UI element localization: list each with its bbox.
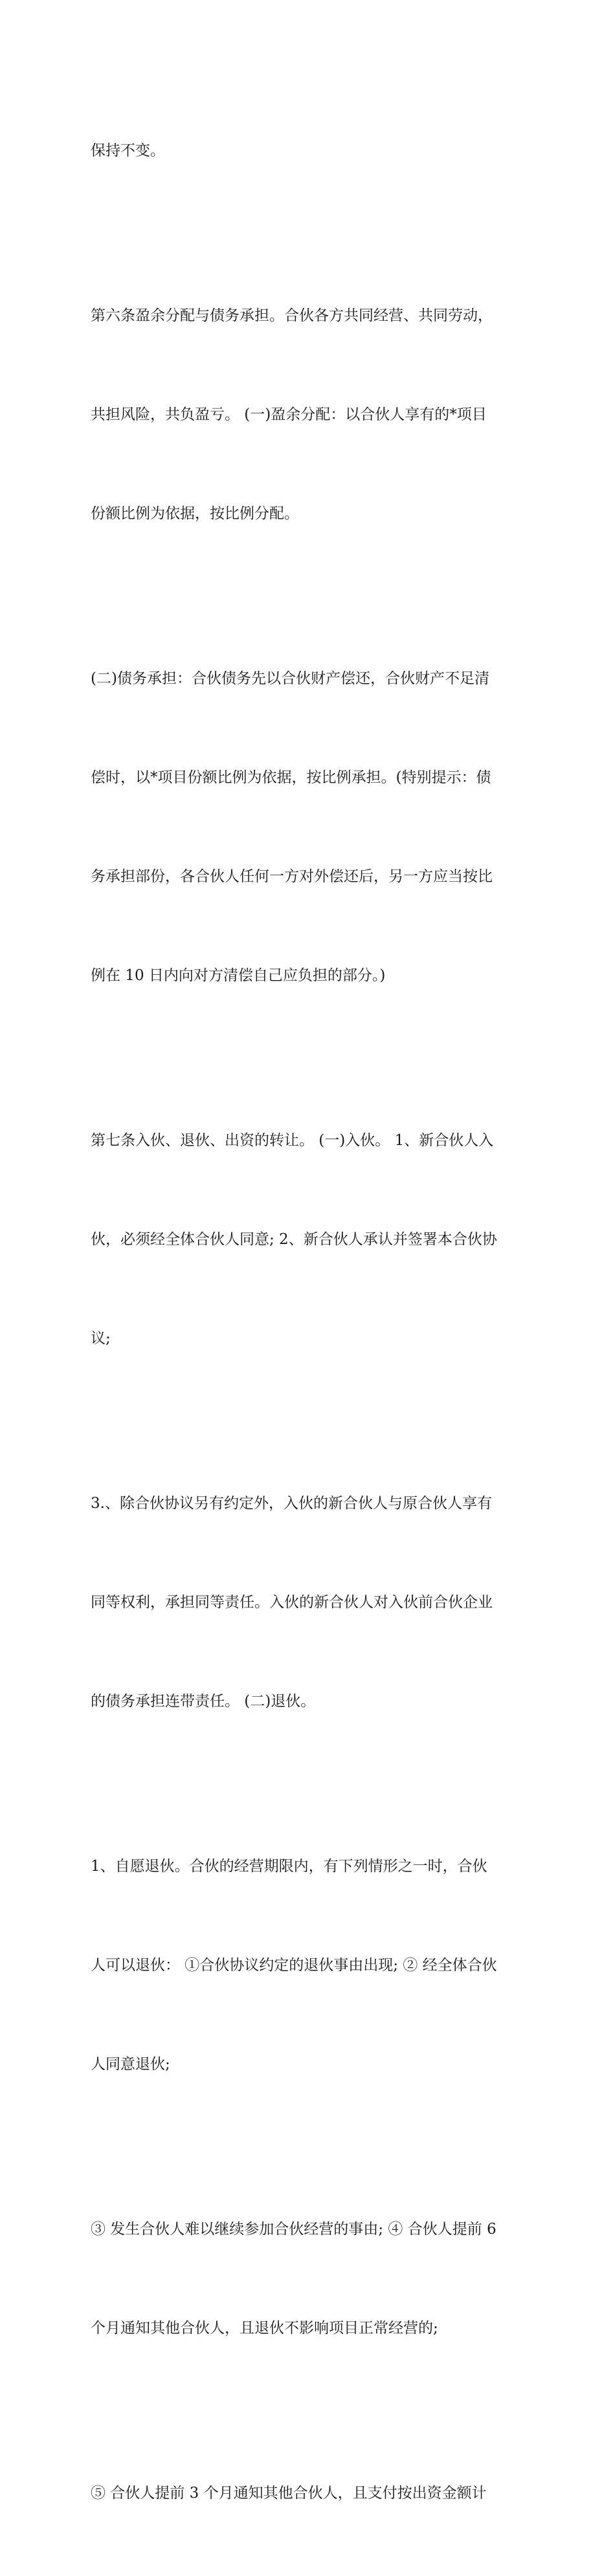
- paragraph-7: [91, 2147, 531, 2411]
- paragraph-8: [91, 2411, 531, 2576]
- text-line: 保持不变。: [91, 142, 165, 159]
- text-line: ③ 发生合伙人难以继续参加合伙经营的事由; ④ 合伙人提前 6: [91, 2221, 497, 2238]
- text-line: 份额比例为依据，按比例分配。: [91, 505, 299, 522]
- text-line: ⑤ 合伙人提前 3 个月通知其他合伙人，且支付按出资金额计: [91, 2485, 487, 2502]
- text-line: 人同意退伙;: [91, 2056, 170, 2073]
- text-line: 人可以退伙： ①合伙协议约定的退伙事由出现; ② 经全体合伙: [91, 1957, 497, 1974]
- text-line: 例在 10 日内向对方清偿自己应负担的部分。): [91, 967, 386, 984]
- paragraph-5: [91, 1421, 531, 1784]
- text-line: 第六条盈余分配与债务承担。合伙各方共同经营、共同劳动，: [91, 307, 493, 324]
- paragraph-4: [91, 1058, 531, 1421]
- text-line: 务承担部份，各合伙人任何一方对外偿还后，另一方应当按比: [91, 868, 493, 885]
- text-line: (二)债务承担：合伙债务先以合伙财产偿还，合伙财产不足清: [91, 670, 489, 687]
- text-line: 的债务承担连带责任。 (二)退伙。: [91, 1693, 316, 1710]
- text-line: 偿时，以*项目份额比例为依据，按比例承担。(特别提示：债: [91, 769, 491, 786]
- text-line: 个月通知其他合伙人，且退伙不影响项目正常经营的;: [91, 2320, 438, 2337]
- text-line: 1、自愿退伙。合伙的经营期限内，有下列情形之一时，合伙: [91, 1858, 487, 1875]
- text-line: 伙，必须经全体合伙人同意; 2、新合伙人承认并签署本合伙协: [91, 1231, 497, 1248]
- text-line: 3.、除合伙协议另有约定外，入伙的新合伙人与原合伙人享有: [91, 1495, 492, 1512]
- paragraph-2: [91, 234, 531, 596]
- paragraph-6: [91, 1784, 531, 2147]
- paragraph-3: [91, 596, 531, 1058]
- text-line: 共担风险，共负盈亏。 (一)盈余分配：以合伙人享有的*项目: [91, 406, 487, 423]
- text-line: 第七条入伙、退伙、出资的转让。 (一)入伙。 1、新合伙人入: [91, 1132, 494, 1149]
- text-line: 同等权利，承担同等责任。入伙的新合伙人对入伙前合伙企业: [91, 1594, 493, 1611]
- paragraph-1: [91, 69, 531, 234]
- text-line: 议;: [91, 1330, 111, 1347]
- document-page: [91, 69, 531, 2576]
